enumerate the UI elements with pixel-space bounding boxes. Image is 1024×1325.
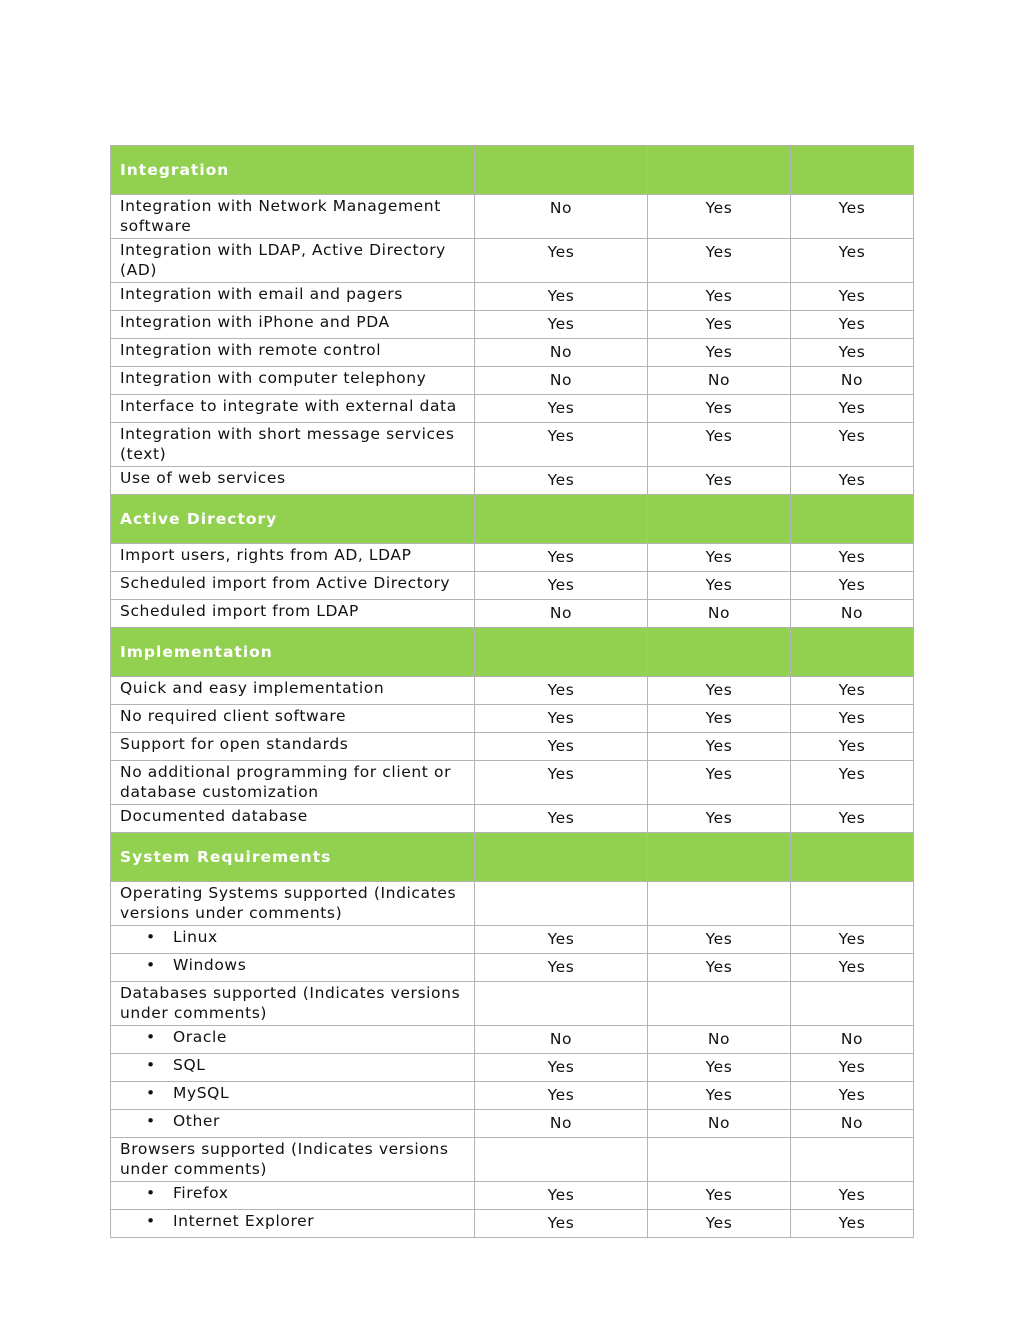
support-value-cell: Yes [648,195,791,239]
support-value-cell: Yes [475,954,648,982]
feature-label: Internet Explorer [173,1212,315,1230]
feature-label-cell [111,423,475,467]
section-header-cell [475,495,648,544]
support-value-cell: Yes [648,395,791,423]
table-row [111,733,914,761]
support-value-cell [475,882,648,926]
feature-label-cell [111,677,475,705]
support-value-cell: Yes [475,395,648,423]
support-value-cell: Yes [791,423,914,467]
support-value-cell: Yes [648,1082,791,1110]
support-value-cell: Yes [791,467,914,495]
feature-label-cell [111,1182,475,1210]
support-value-cell: Yes [475,1082,648,1110]
support-value-cell: No [648,367,791,395]
table-row [111,283,914,311]
support-value-cell: No [791,1110,914,1138]
support-value-cell: Yes [648,805,791,833]
table-row [111,954,914,982]
support-value-cell: Yes [791,1054,914,1082]
table-row [111,1210,914,1238]
section-header-row [111,833,914,882]
feature-label: SQL [173,1056,206,1074]
support-value-cell: Yes [791,761,914,805]
feature-label: Scheduled import from LDAP [120,602,359,620]
feature-label: Integration with LDAP, Active Directory (AD) [120,241,446,279]
support-value-cell: Yes [648,311,791,339]
section-title: Integration [111,146,475,195]
support-value-cell [791,882,914,926]
support-value-cell: No [475,1026,648,1054]
section-header-cell [791,628,914,677]
bullet-icon: • [146,928,156,946]
feature-label-cell [111,926,475,954]
section-header-cell [648,833,791,882]
feature-label: Browsers supported (Indicates versions under comments) [120,1140,449,1178]
feature-label: Interface to integrate with external data [120,397,457,415]
feature-label: Firefox [173,1184,229,1202]
feature-label-cell [111,600,475,628]
support-value-cell: Yes [648,544,791,572]
support-value-cell [648,982,791,1026]
support-value-cell: No [475,339,648,367]
support-value-cell: Yes [648,733,791,761]
feature-label: Use of web services [120,469,286,487]
feature-label-cell [111,239,475,283]
bullet-icon: • [146,1028,156,1046]
support-value-cell: Yes [791,572,914,600]
support-value-cell: Yes [791,805,914,833]
section-header-cell [648,628,791,677]
section-header-row [111,628,914,677]
feature-label: Operating Systems supported (Indicates versions under comments) [120,884,457,922]
table-row [111,677,914,705]
support-value-cell: Yes [648,1182,791,1210]
table-row [111,467,914,495]
support-value-cell: Yes [648,572,791,600]
support-value-cell: Yes [648,954,791,982]
support-value-cell: Yes [648,761,791,805]
support-value-cell [475,1138,648,1182]
table-row [111,1026,914,1054]
table-row [111,239,914,283]
bullet-icon: • [146,1056,156,1074]
table-row [111,339,914,367]
feature-label-cell [111,544,475,572]
support-value-cell: Yes [791,705,914,733]
support-value-cell: No [475,195,648,239]
table-row [111,311,914,339]
support-value-cell: No [791,1026,914,1054]
support-value-cell: Yes [791,1210,914,1238]
support-value-cell [475,982,648,1026]
support-value-cell: No [791,600,914,628]
feature-label: Support for open standards [120,735,349,753]
support-value-cell: No [475,600,648,628]
bullet-icon: • [146,1212,156,1230]
section-title: Active Directory [111,495,475,544]
support-value-cell: Yes [475,733,648,761]
table-row [111,926,914,954]
table-row [111,395,914,423]
table-row [111,544,914,572]
support-value-cell: Yes [791,239,914,283]
feature-label-cell [111,954,475,982]
support-value-cell: No [475,1110,648,1138]
section-header-cell [475,628,648,677]
feature-label: Integration with email and pagers [120,285,403,303]
feature-label-cell [111,805,475,833]
feature-label: Databases supported (Indicates versions under comments) [120,984,461,1022]
feature-label: Integration with iPhone and PDA [120,313,390,331]
table-row [111,1082,914,1110]
support-value-cell: Yes [475,467,648,495]
feature-label-cell [111,395,475,423]
section-header-cell [791,495,914,544]
support-value-cell [648,882,791,926]
section-header-cell [475,833,648,882]
support-value-cell: Yes [791,926,914,954]
section-header-cell [791,833,914,882]
support-value-cell: Yes [791,195,914,239]
table-row [111,1182,914,1210]
support-value-cell: Yes [791,283,914,311]
support-value-cell: Yes [791,395,914,423]
support-value-cell: No [648,1026,791,1054]
bullet-icon: • [146,1084,156,1102]
feature-label-cell [111,1026,475,1054]
section-header-cell [648,495,791,544]
support-value-cell: Yes [475,926,648,954]
support-value-cell: Yes [791,544,914,572]
feature-label: No required client software [120,707,347,725]
bullet-icon: • [146,1184,156,1202]
feature-label-cell [111,733,475,761]
feature-label: Oracle [173,1028,228,1046]
feature-label: Integration with Network Management software [120,197,441,235]
feature-comparison-table [110,145,914,1238]
table-row [111,1054,914,1082]
support-value-cell: Yes [648,423,791,467]
support-value-cell: Yes [475,805,648,833]
support-value-cell: No [648,1110,791,1138]
support-value-cell: Yes [791,1182,914,1210]
feature-label: Import users, rights from AD, LDAP [120,546,412,564]
feature-label: Windows [173,956,247,974]
support-value-cell: Yes [475,572,648,600]
support-value-cell: Yes [791,311,914,339]
table-row [111,572,914,600]
section-header-cell [648,146,791,195]
feature-label-cell [111,882,475,926]
support-value-cell: Yes [475,761,648,805]
section-header-row [111,146,914,195]
support-value-cell: Yes [648,705,791,733]
table-row [111,761,914,805]
feature-label: Linux [173,928,218,946]
feature-label-cell [111,1110,475,1138]
support-value-cell: Yes [791,954,914,982]
support-value-cell: No [648,600,791,628]
feature-label: MySQL [173,1084,230,1102]
feature-label-cell [111,1082,475,1110]
feature-label-cell [111,1138,475,1182]
support-value-cell: Yes [648,1054,791,1082]
support-value-cell: Yes [648,677,791,705]
feature-label-cell [111,195,475,239]
table-row [111,1110,914,1138]
support-value-cell: Yes [648,339,791,367]
support-value-cell: Yes [475,677,648,705]
support-value-cell: Yes [475,239,648,283]
support-value-cell: Yes [791,733,914,761]
feature-label: No additional programming for client or database customization [120,763,452,801]
support-value-cell: No [791,367,914,395]
feature-label: Integration with remote control [120,341,382,359]
feature-label: Integration with short message services (text) [120,425,455,463]
support-value-cell: Yes [475,1182,648,1210]
support-value-cell: Yes [475,283,648,311]
bullet-icon: • [146,956,156,974]
support-value-cell: Yes [475,544,648,572]
table-body [111,146,914,1238]
section-header-cell [791,146,914,195]
feature-label: Scheduled import from Active Directory [120,574,451,592]
support-value-cell: Yes [648,467,791,495]
bullet-icon: • [146,1112,156,1130]
support-value-cell: Yes [791,1082,914,1110]
support-value-cell: Yes [475,1210,648,1238]
table-row [111,882,914,926]
feature-label-cell [111,467,475,495]
table-row [111,982,914,1026]
feature-label-cell [111,761,475,805]
support-value-cell: Yes [475,311,648,339]
feature-label: Quick and easy implementation [120,679,385,697]
support-value-cell: Yes [648,283,791,311]
support-value-cell: Yes [791,677,914,705]
feature-label: Documented database [120,807,308,825]
section-title: Implementation [111,628,475,677]
support-value-cell: Yes [648,926,791,954]
feature-label-cell [111,367,475,395]
section-header-cell [475,146,648,195]
support-value-cell [791,982,914,1026]
feature-label-cell [111,339,475,367]
support-value-cell: Yes [648,239,791,283]
feature-label: Other [173,1112,221,1130]
feature-label: Integration with computer telephony [120,369,427,387]
support-value-cell: Yes [648,1210,791,1238]
feature-label-cell [111,705,475,733]
table-row [111,805,914,833]
section-title: System Requirements [111,833,475,882]
table-row [111,195,914,239]
feature-label-cell [111,1054,475,1082]
support-value-cell: Yes [475,423,648,467]
support-value-cell [648,1138,791,1182]
support-value-cell: Yes [791,339,914,367]
table-row [111,423,914,467]
support-value-cell: Yes [475,705,648,733]
feature-label-cell [111,283,475,311]
feature-label-cell [111,311,475,339]
support-value-cell [791,1138,914,1182]
table-row [111,600,914,628]
table-row [111,367,914,395]
feature-label-cell [111,982,475,1026]
support-value-cell: Yes [475,1054,648,1082]
table-row [111,1138,914,1182]
section-header-row [111,495,914,544]
support-value-cell: No [475,367,648,395]
feature-label-cell [111,1210,475,1238]
table-row [111,705,914,733]
feature-label-cell [111,572,475,600]
